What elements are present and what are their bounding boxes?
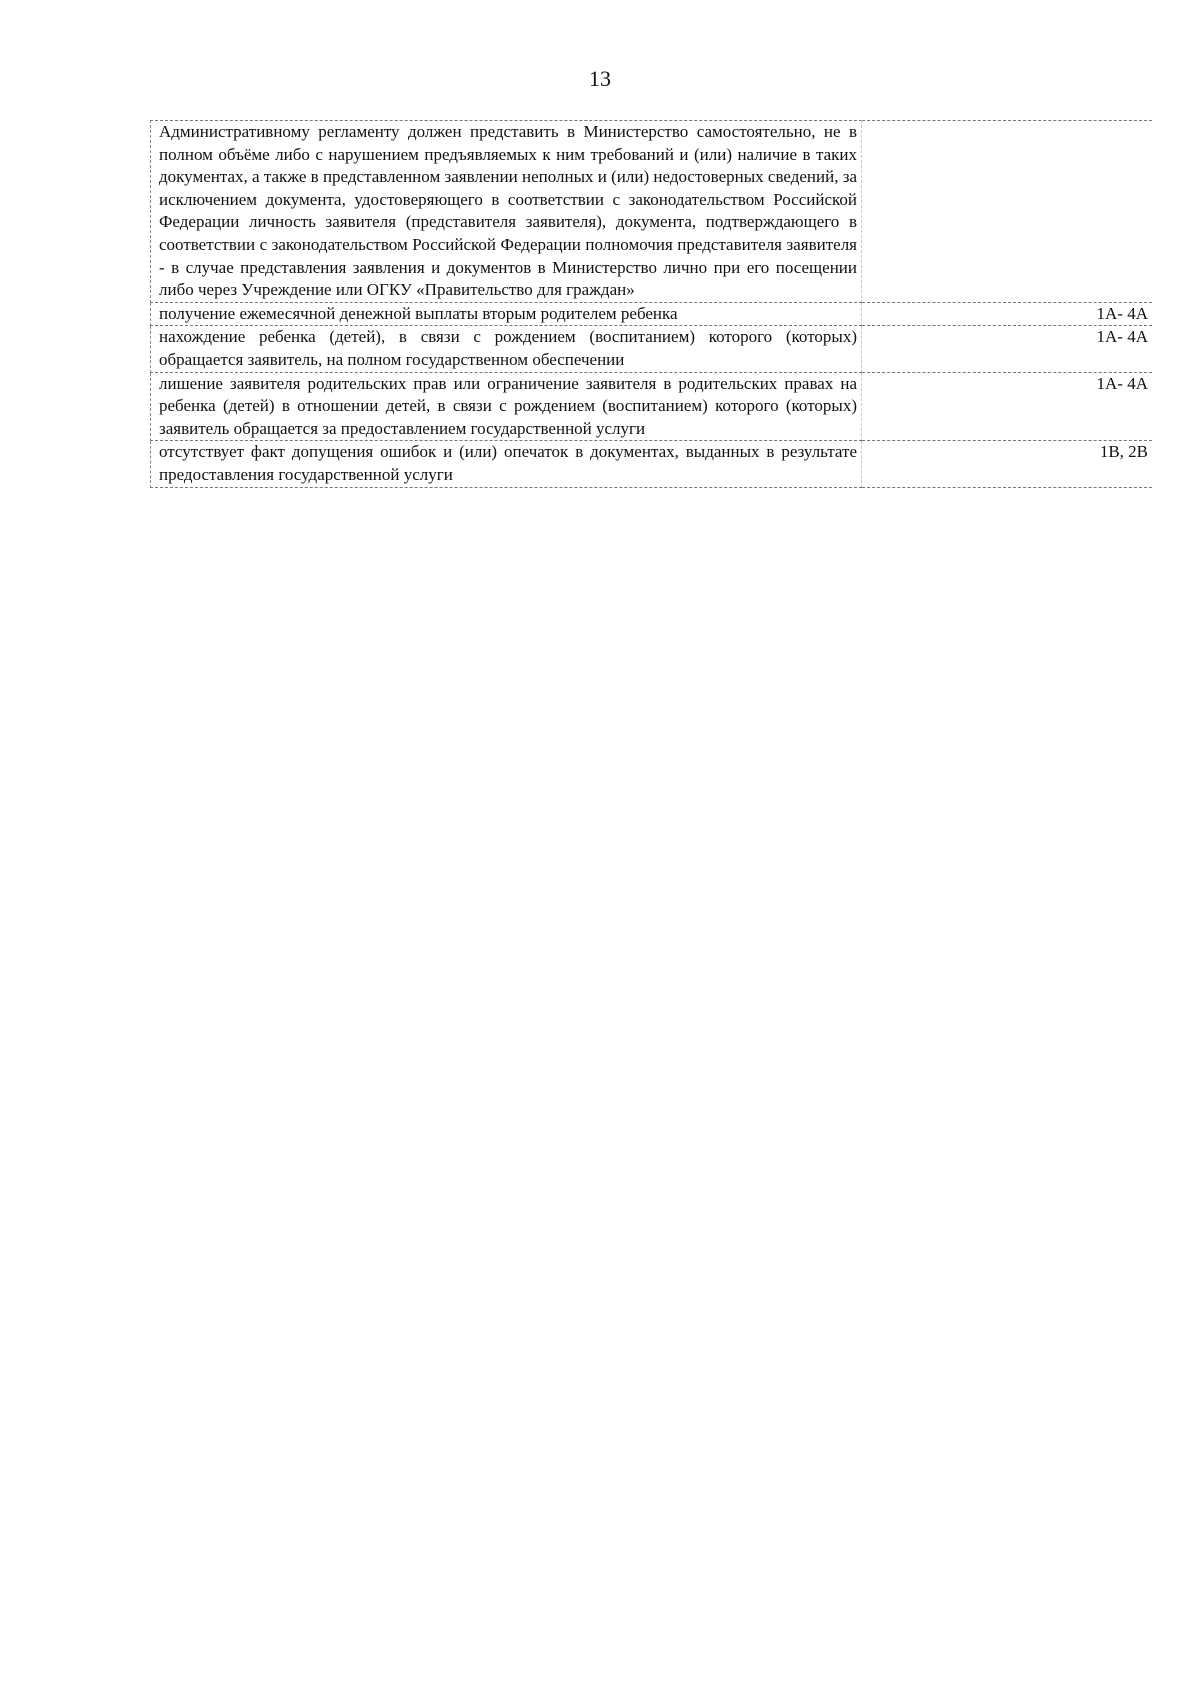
condition-text: отсутствует факт допущения ошибок и (или) опечаток в документах, выданных в результате предоставления государственной услуги	[151, 441, 862, 487]
variant-code: 1А- 4А	[862, 326, 1153, 372]
table-row	[151, 372, 1153, 441]
table-row	[151, 326, 1153, 372]
table-row	[151, 121, 1153, 303]
variant-code: 1А- 4А	[862, 372, 1153, 441]
table-row	[151, 441, 1153, 487]
condition-text: Административному регламенту должен представить в Министерство самостоятельно, не в полном объёме либо с нарушением предъявляемых к ним требований и (или) наличие в таких документах, а также в представленном заявлении неполных и (или) недостоверных сведений, за исключением документа, удостоверяющего в соответствии с законодательством Российской Федерации личность заявителя (представителя заявителя), документа, подтверждающего в соответствии с законодательством Российской Федерации полномочия представителя заявителя - в случае представления заявления и документов в Министерство лично при его посещении либо через Учреждение или ОГКУ «Правительство для граждан»	[151, 121, 862, 303]
condition-text: лишение заявителя родительских прав или ограничение заявителя в родительских правах на ребенка (детей) в отношении детей, в связи с рождением (воспитанием) которого (которых) заявитель обращается за предоставлением государственной услуги	[151, 372, 862, 441]
variant-code: 1А- 4А	[862, 302, 1153, 326]
conditions-table	[150, 120, 1152, 488]
condition-text: получение ежемесячной денежной выплаты вторым родителем ребенка	[151, 302, 862, 326]
condition-text: нахождение ребенка (детей), в связи с рождением (воспитанием) которого (которых) обращается заявитель, на полном государственном обеспечении	[151, 326, 862, 372]
variant-code	[862, 121, 1153, 303]
table-row	[151, 302, 1153, 326]
page-number: 13	[589, 66, 611, 91]
variant-code: 1В, 2В	[862, 441, 1153, 487]
